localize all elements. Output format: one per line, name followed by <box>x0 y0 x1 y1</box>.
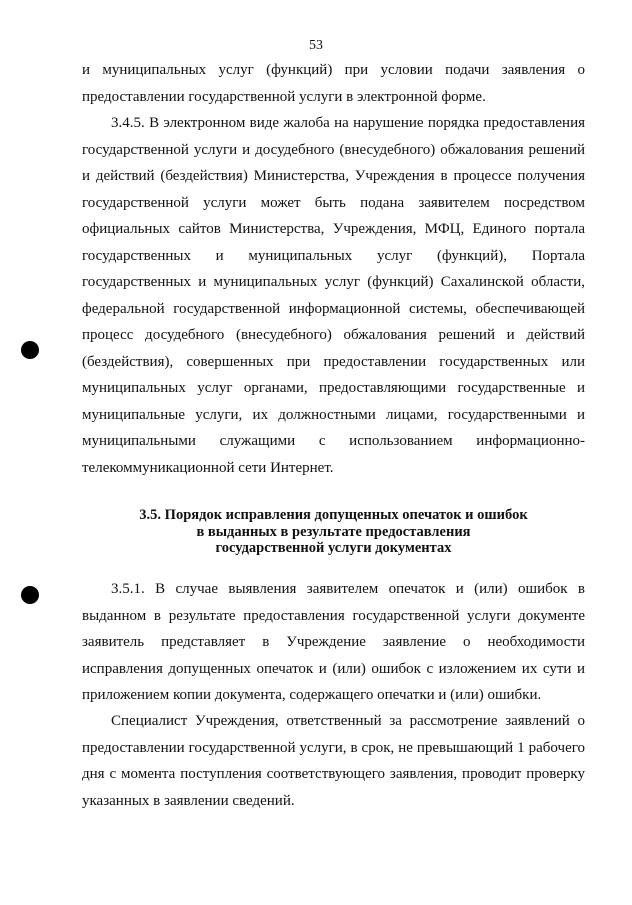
body-text-section <box>82 576 585 709</box>
body-text-specialist <box>82 708 585 814</box>
paragraph-continuation: и муниципальных услуг (функций) при условии подачи заявления о предоставлении государственной услуги в электронной форме. <box>82 62 585 105</box>
paragraph-specialist: Специалист Учреждения, ответственный за рассмотрение заявлений о предоставлении государственной услуги, в срок, не превышающий 1 рабочего дня с момента поступления соответствующего заявления, проводит проверку указанных в заявлении сведений. <box>82 713 585 809</box>
punch-hole-mark-lower <box>21 586 39 604</box>
page-number: 53 <box>309 38 323 53</box>
section-heading <box>82 507 585 557</box>
paragraph-3-5-1: 3.5.1. В случае выявления заявителем опечаток и (или) ошибок в выданном в результате предоставления государственной услуги документе заявитель представляет в Учреждение заявление о необходимости исправления допущенных опечаток и (или) ошибок с изложением их сути и приложением копии документа, содержащего опечатки и (или) ошибки. <box>82 581 585 703</box>
paragraph-3-4-5: 3.4.5. В электронном виде жалоба на нарушение порядка предоставления государственной услуги и досудебного (внесудебного) обжалования решений и действий (бездействия) Министерства, Учреждения в процессе получения государственной услуги может быть подана заявителем посредством официальных сайтов Министерства, Учреждения, МФЦ, Единого портала государственных и муниципальных услуг (функций), Портала государственных и муниципальных услуг (функций) Сахалинской области, федеральной государственной информационной системы, обеспечивающей процесс досудебного (внесудебного) обжалования решений и действий (бездействия), совершенных при предоставлении государственных или муниципальных услуг органами, предоставляющими государственные и муниципальные услуги, их должностными лицами, государственными и муниципальными служащими с использованием информационно-телекоммуникационной сети Интернет. <box>82 115 585 476</box>
section-heading-line-3: государственной услуги документах <box>215 540 452 556</box>
punch-hole-mark-upper <box>21 341 39 359</box>
body-text-top <box>82 57 585 481</box>
section-heading-line-1: 3.5. Порядок исправления допущенных опечаток и ошибок <box>139 507 528 523</box>
section-heading-line-2: в выданных в результате предоставления <box>196 523 471 540</box>
